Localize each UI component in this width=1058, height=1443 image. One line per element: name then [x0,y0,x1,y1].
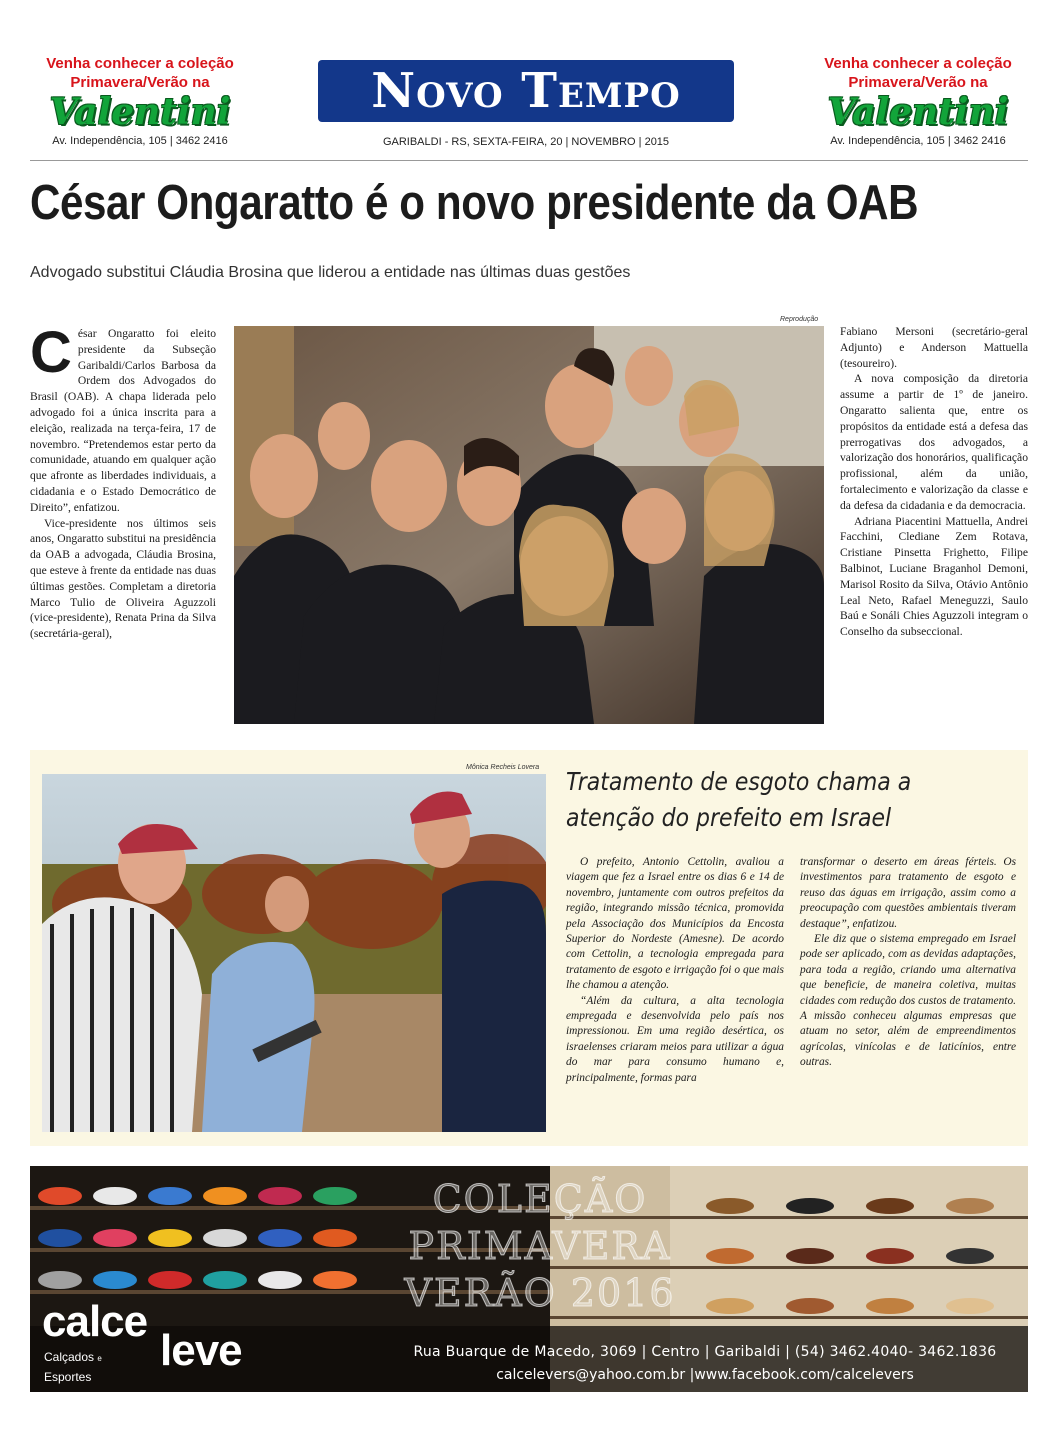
ad-title-line: COLEÇÃO [432,1177,648,1221]
logo-sub-text: Calçados [44,1350,95,1364]
article-paragraph: “Além da cultura, a alta tecnologia empregada e desenvolvida pelo país nos impressionou. Em uma região desértica, os israelenses criaram meios para utilizar a água do mar para consumo humano e, principalmente, formas para [566,994,784,1084]
article-paragraph: Ele diz que o sistema empregado em Israel pode ser aplicado, com as devidas adaptações, para toda a região, criando uma alternativa que beneficie, de maneira coletiva, muitas cidades com redução dos custos de tratamento. A missão conheceu algumas empresas que atuam no setor, além de empreendimentos agrícolas, vinícolas e de laticínios, entre outras. [800,933,1016,1069]
group-photo-illustration [234,326,824,724]
ad-promo-line: Venha conhecer a coleção [824,55,1012,72]
article-paragraph: A nova composição da diretoria assume a partir de 1º de janeiro. Ongaratto salienta que, entre os propósitos da entidade está a defesa das prerrogativas dos advogados, a valorização dos honorários, qualificação profissional, além da união, fortalecimento e valorização da classe e da defesa da cidadania e da democracia. [840,372,1028,512]
photo-credit: Reprodução [780,316,819,323]
group-photo [234,326,824,724]
article-headline [566,764,953,836]
article-paragraph: Fabiano Mersoni (secretário-geral Adjunto) e Anderson Mattuella (tesoureiro). [840,325,1028,370]
valentini-ad-left[interactable] [40,54,240,147]
article-paragraph: O prefeito, Antonio Cettolin, avaliou a viagem que fez a Israel entre os dias 6 e 14 de novembro, juntamente com outros prefeitos da região, integrando missão técnica, promovida pela Associação dos Municípios da Encosta Superior do Nordeste (Amesne). De acordo com Cettolin, a tecnologia empregada para tratamento de esgoto e irrigação foi o que mais lhe chamou a atenção. [566,856,784,992]
calce-leve-logo [42,1297,242,1384]
article-paragraph [30,320,216,516]
photo-credit: Mônica Recheis Lovera [466,764,540,771]
newspaper-masthead [318,60,734,122]
calce-leve-ad[interactable] [30,1166,1028,1392]
article-paragraph: Adriana Piacentini Mattuella, Andrei Facchini, Clediane Zem Rotava, Cristiane Pinsetta Frighetto, Filipe Balbinot, Luciane Braganhol Demoni, Marisol Rosito da Silva, Otávio Antônio Leal Neto, Rafael Meneguzzi, Saulo Baú e Sonáli Chies Aguzzoli integram o Conselho da subseccional. [840,514,1028,639]
ad-address: Rua Buarque de Macedo, 3069 | Centro | Garibaldi | (54) 3462.4040- 3462.1836 [413,1344,997,1360]
dateline: GARIBALDI - RS, SEXTA-FEIRA, 20 | NOVEMBRO | 2015 [382,136,670,148]
ad-title-line: PRIMAVERA [408,1224,672,1268]
ad-promo-line: Venha conhecer a coleção [46,55,234,72]
drop-cap: C [30,320,72,385]
article-column [800,855,1016,1071]
ad-promo-line: Primavera/Verão na [848,74,988,91]
ad-title [390,1176,690,1317]
logo-subtitle: Esportes [44,1370,92,1384]
divider [30,160,1028,161]
vineyard-photo-illustration [42,774,546,1132]
ad-title-line: VERÃO 2016 [404,1271,676,1315]
article-paragraph: transformar o deserto em áreas férteis. Os investimentos para tratamento de esgoto e reuso das águas em irrigação, assim como a preocupação com questões ambientais tiveram destaque”, enfatizou. [800,856,1016,930]
logo-word: calce [42,1297,148,1346]
headline-line: atenção do prefeito em Israel [566,803,892,832]
newspaper-title: Novo Tempo [371,63,681,119]
article-headline: César Ongaratto é o novo presidente da OAB [30,176,919,230]
valentini-ad-right[interactable] [818,54,1018,147]
ad-contact[interactable]: calcelevers@yahoo.com.br |www.facebook.com/calcelevers [496,1367,914,1383]
valentini-logo: Valentini [827,91,1009,133]
vineyard-photo [42,774,546,1132]
article-column [566,855,784,1086]
article-paragraph: Vice-presidente nos últimos seis anos, Ongaratto substitui na presidência da OAB a advogada, Cláudia Brosina, que esteve à frente da entidade nas duas últimas gestões. Completam a diretoria Marco Tulio de Oliveira Aguzzoli (vice-presidente), Renata Prina da Silva (secretária-geral), [30,516,216,641]
ad-address: Av. Independência, 105 | 3462 2416 [52,135,228,147]
ad-promo-line: Primavera/Verão na [70,74,210,91]
article-subhead: Advogado substitui Cláudia Brosina que liderou a entidade nas últimas duas gestões [30,264,631,281]
article-column [840,324,1028,640]
logo-subtitle [44,1350,102,1364]
valentini-logo: Valentini [49,91,231,133]
logo-amp: e [97,1354,102,1363]
ad-address: Av. Independência, 105 | 3462 2416 [830,135,1006,147]
article-column [30,320,216,642]
logo-word: leve [160,1326,242,1375]
paragraph-text: ésar Ongaratto foi eleito presidente da Subseção Garibaldi/Carlos Barbosa da Ordem dos Advogados do Brasil (OAB). A chapa liderada pelo advogado foi a única inscrita para a eleição, realizada na terça-feira, 17 de novembro. “Pretendemos estar perto da comunidade, atuando em qualquer ação que afronte as liberdades individuais, a cidadania e o Estado Democrático de Direito”, enfatizou. [30,327,216,514]
headline-line: Tratamento de esgoto chama a [566,767,912,796]
